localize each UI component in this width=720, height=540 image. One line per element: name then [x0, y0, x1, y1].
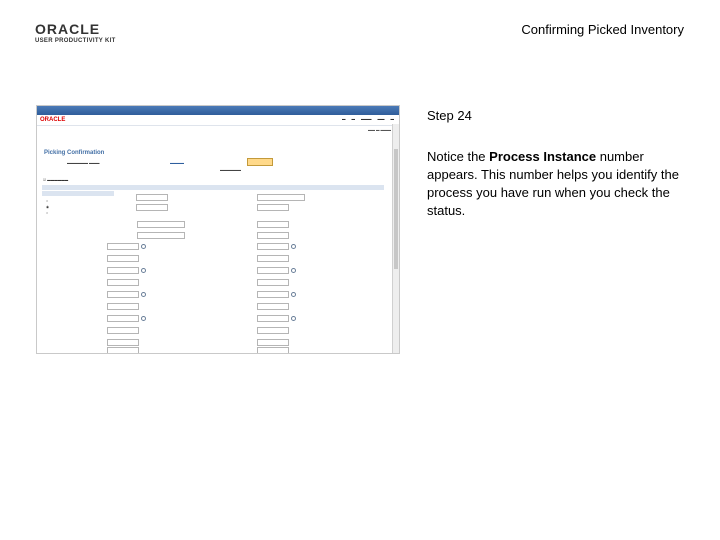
form-field[interactable] — [107, 255, 139, 262]
form-field[interactable] — [107, 267, 139, 274]
form-field[interactable] — [107, 339, 139, 346]
form-field[interactable] — [257, 279, 289, 286]
run-button[interactable] — [247, 158, 273, 166]
app-toolbar: ▬▬ ▬ ▬▬▬ — [368, 128, 391, 132]
form-field[interactable] — [107, 315, 139, 322]
process-monitor-link[interactable]: ▬▬▬▬ — [170, 161, 184, 165]
form-field[interactable] — [257, 255, 289, 262]
step-label: Step 24 — [427, 108, 472, 123]
app-menubar — [37, 106, 399, 115]
form-field[interactable] — [107, 347, 139, 354]
lookup-icon[interactable] — [141, 244, 146, 249]
radio-option-3[interactable]: ○ — [46, 211, 49, 215]
form-field[interactable] — [107, 291, 139, 298]
app-scrollbar[interactable] — [392, 124, 399, 353]
form-field[interactable] — [137, 232, 185, 239]
form-field[interactable] — [257, 303, 289, 310]
section-subheader — [42, 191, 114, 196]
desc-highlight: Process Instance — [489, 149, 597, 164]
left-field-2[interactable] — [136, 204, 168, 211]
left-field-1[interactable] — [136, 194, 168, 201]
logo-subtitle: USER PRODUCTIVITY KIT — [35, 38, 116, 44]
form-field[interactable] — [137, 221, 185, 228]
lookup-icon[interactable] — [291, 292, 296, 297]
app-brandbar: ORACLE ▬ ▬ ▬▬▬ ▬▬ ▬ — [37, 115, 399, 126]
form-field[interactable] — [257, 204, 289, 211]
application-screenshot — [36, 105, 400, 354]
step-description — [427, 148, 697, 220]
logo-text: ORACLE — [35, 21, 101, 37]
lookup-icon[interactable] — [141, 292, 146, 297]
oracle-upk-logo — [35, 22, 125, 44]
form-field[interactable] — [257, 221, 289, 228]
lookup-icon[interactable] — [291, 268, 296, 273]
form-field[interactable] — [107, 279, 139, 286]
app-oracle-logo: ORACLE — [40, 117, 66, 123]
form-field[interactable] — [257, 291, 289, 298]
section-header — [42, 185, 384, 190]
form-field[interactable] — [257, 315, 289, 322]
desc-text-after: number appears. This number helps you identify the process you have run when you check the status. — [427, 149, 679, 218]
form-field[interactable] — [257, 232, 289, 239]
form-field[interactable] — [107, 303, 139, 310]
lookup-icon[interactable] — [141, 268, 146, 273]
form-field[interactable] — [257, 267, 289, 274]
form-field[interactable] — [107, 243, 139, 250]
desc-text-before: Notice the — [427, 149, 490, 164]
form-field[interactable] — [107, 327, 139, 334]
run-control-info: ▬▬▬▬▬▬ ▬▬▬ — [67, 161, 100, 165]
form-field[interactable] — [257, 194, 305, 201]
form-field[interactable] — [257, 339, 289, 346]
lookup-icon[interactable] — [291, 316, 296, 321]
form-field[interactable] — [257, 243, 289, 250]
lookup-icon[interactable] — [291, 244, 296, 249]
document-title: Confirming Picked Inventory — [521, 22, 684, 37]
options-checkbox[interactable]: ☑ ▬▬▬▬▬▬ — [43, 178, 69, 182]
form-field[interactable] — [257, 327, 289, 334]
app-page-title: Picking Confirmation — [44, 150, 105, 156]
radio-option-1[interactable]: ○ — [46, 199, 49, 203]
process-instance: ▬▬▬▬▬▬ — [220, 168, 241, 172]
lookup-icon[interactable] — [141, 316, 146, 321]
radio-option-2[interactable]: ◉ — [46, 205, 50, 209]
form-field[interactable] — [257, 347, 289, 354]
